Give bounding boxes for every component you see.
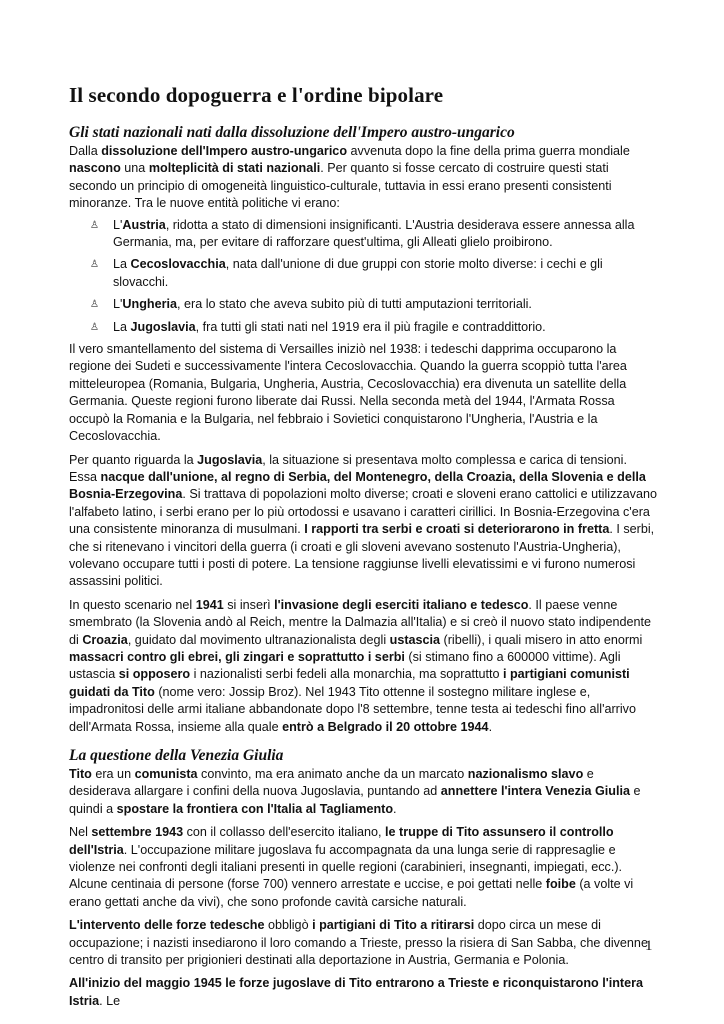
paragraph-settembre-1943: Nel settembre 1943 con il collasso dell'esercito italiano, le truppe di Tito assunsero il controllo dell'Istria. L'occupazione militare jugoslava fu accompagnata da una lunga serie di rappresaglie e violenze nei confronti degli italiani presenti in quelle regioni (carabinieri, insegnanti, impiegati, ecc.). Alcune centinaia di persone (forse 700) vennero arrestate e uccise, e poi gettati nelle foibe (a volte vi erano gettati anche da vivi), che sono profonde cavità carsiche naturali. [69, 825, 634, 909]
bold-run: le truppe di Tito assunsero il controllo dell'Istria [69, 825, 614, 857]
paragraph-jugoslavia: Per quanto riguarda la Jugoslavia, la situazione si presentava molto complessa e carica di tensioni. Essa nacque dall'unione, al regno di Serbia, del Montenegro, della Croazia, della Slovenia e della Bosnia-Erzegovina. Si trattava di popolazioni molto diverse; croati e sloveni erano cattolici e utilizzavano l'alfabeto latino, i serbi erano per lo più ortodossi e usavano i caratteri cirillici. In Bosnia-Erzegovina c'era una consistente minoranza di musulmani. I rapporti tra serbi e croati si deteriorarono in fretta. I serbi, che si ritenevano i vincitori della guerra (i croati e gli sloveni avevano sostenuto l'Austria-Ungheria), volevano occupare tutti i posti di potere. La tensione raggiunse livelli elevatissimi e vi furono numerosi assassini politici. [69, 452, 657, 589]
bold-run: foibe [545, 877, 576, 892]
bold-run: spostare la frontiera con l'Italia al Tagliamento [116, 801, 394, 816]
bullet-list-states [69, 217, 657, 336]
bold-run: Ungheria [122, 297, 178, 312]
bold-run: molteplicità di stati nazionali [148, 161, 321, 176]
paragraph-intro: Dalla dissoluzione dell'Impero austro-ungarico avvenuta dopo la fine della prima guerra mondiale nascono una molteplicità di stati nazionali. Per quanto si fosse cercato di costruire questi stati secondo un principio di omogeneità linguistico-culturale, tuttavia in essi erano presenti consistenti minoranze. Tra le nuove entità politiche vi erano: [69, 144, 630, 211]
bold-run: nascono [69, 161, 121, 176]
document-page [69, 82, 657, 1016]
bold-run: 1941 [195, 597, 224, 612]
paragraph-tito: Tito era un comunista convinto, ma era animato anche da un marcato nazionalismo slavo e desiderava allargare i confini della nuova Jugoslavia, puntando ad annettere l'intera Venezia Giulia e quindi a spostare la frontiera con l'Italia al Tagliamento. [69, 767, 641, 816]
bold-run: ustascia [389, 632, 441, 647]
list-item-cecoslovacchia: ♙ La Cecoslovacchia, nata dall'unione di due gruppi con storie molto diverse: i cechi e gli slovacchi. [90, 257, 603, 289]
bold-run: Tito [69, 767, 92, 781]
section-heading-venezia-giulia: La questione della Venezia Giulia [69, 747, 284, 764]
pawn-bullet-icon: ♙ [90, 321, 99, 333]
bold-run: i partigiani di Tito a ritirarsi [312, 918, 475, 933]
section-heading-stati-nazionali: Gli stati nazionali nati dalla dissoluzione dell'Impero austro-ungarico [69, 124, 515, 141]
bold-run: i partigiani comunisti guidati da Tito [69, 667, 630, 699]
bold-run: nacque dall'unione, al regno di Serbia, del Montenegro, della Croazia, della Slovenia e della Bosnia-Erzegovina [69, 469, 646, 502]
paragraph-versailles: Il vero smantellamento del sistema di Versailles iniziò nel 1938: i tedeschi dapprima occuparono la regione dei Sudeti e successivamente l'intera Cecoslovacchia. Quando la guerra scoppiò tutta l'area mitteleuropea (Romania, Bulgaria, Ungheria, Austria, Cecoslovacchia) era divenuta un satellite della Germania. Queste regioni furono liberate dai Russi. Nella seconda metà del 1944, l'Armata Rossa occupò la Romania e la Bulgaria, nel febbraio i Sovietici conquistarono l'Ungheria, l'Austria e la Cecoslovacchia. [69, 342, 627, 444]
bold-run: settembre 1943 [91, 825, 184, 840]
list-item-jugoslavia: ♙ La Jugoslavia, fra tutti gli stati nati nel 1919 era il più fragile e contraddittorio. [89, 319, 657, 336]
bold-run: l'invasione degli eserciti italiano e tedesco [274, 597, 529, 612]
bold-run: annettere l'intera Venezia Giulia [440, 784, 630, 799]
pawn-bullet-icon: ♙ [90, 299, 99, 311]
bold-run: L'intervento delle forze tedesche [69, 918, 265, 933]
bold-run: comunista [134, 767, 198, 781]
paragraph-forze-tedesche: L'intervento delle forze tedesche obbligò i partigiani di Tito a ritirarsi dopo circa un mese di occupazione; i nazisti insediarono il loro comando a Trieste, presso la risiera di San Sabba, che divenne centro di transito per prigionieri destinati alla deportazione in Austria, Germania e Polonia. [69, 918, 648, 968]
bold-run: I rapporti tra serbi e croati si deteriorarono in fretta [304, 522, 610, 537]
list-item-ungheria: ♙ L'Ungheria, era lo stato che aveva subito più di tutti amputazioni territoriali. [89, 296, 657, 313]
bold-run: nazionalismo slavo [467, 767, 584, 781]
page-title: Il secondo dopoguerra e l'ordine bipolare [69, 83, 444, 107]
bold-run: All'inizio del maggio 1945 le forze jugoslave di Tito entrarono a Trieste e riconquistarono l'intera Istria [69, 976, 643, 1008]
bold-run: massacri contro gli ebrei, gli zingari e soprattutto i serbi [69, 649, 405, 664]
bold-run: Cecoslovacchia [130, 257, 226, 272]
bold-run: Croazia [82, 632, 128, 647]
bold-run: Jugoslavia [130, 319, 196, 334]
paragraph-1941: In questo scenario nel 1941 si inserì l'invasione degli eserciti italiano e tedesco. Il paese venne smembrato (la Slovenia andò al Reich, mentre la Dalmazia all'Italia) e si creò il nuovo stato indipendente di Croazia, guidato dal movimento ultranazionalista degli ustascia (ribelli), i quali misero in atto enormi massacri contro gli ebrei, gli zingari e soprattutto i serbi (si stimano fino a 600000 vittime). Agli ustascia si opposero i nazionalisti serbi fedeli alla monarchia, ma soprattutto i partigiani comunisti guidati da Tito (nome vero: Jossip Broz). Nel 1943 Tito ottenne il sostegno militare inglese e, impadronitosi delle armi italiane abbandonate dopo l'8 settembre, tenne testa ai tedeschi fino all'arrivo dell'Armata Rossa, insieme alla quale entrò a Belgrado il 20 ottobre 1944. [69, 597, 652, 734]
paragraph-maggio-1945: All'inizio del maggio 1945 le forze jugoslave di Tito entrarono a Trieste e riconquistarono l'intera Istria. Le [69, 976, 643, 1008]
pawn-bullet-icon: ♙ [90, 259, 99, 271]
list-item-austria: ♙ L'Austria, ridotta a stato di dimensioni insignificanti. L'Austria desiderava essere annessa alla Germania, ma, per evitare di rafforzare quest'ultima, gli Alleati glielo proibirono. [90, 217, 635, 250]
bold-run: entrò a Belgrado il 20 ottobre 1944 [282, 719, 489, 734]
bold-run: Austria [122, 217, 166, 232]
bold-run: Jugoslavia [197, 452, 263, 467]
bold-run: dissoluzione dell'Impero austro-ungarico [101, 144, 348, 158]
page-number: 1 [645, 938, 653, 954]
bold-run: si opposero [118, 667, 191, 682]
pawn-bullet-icon: ♙ [90, 219, 99, 231]
